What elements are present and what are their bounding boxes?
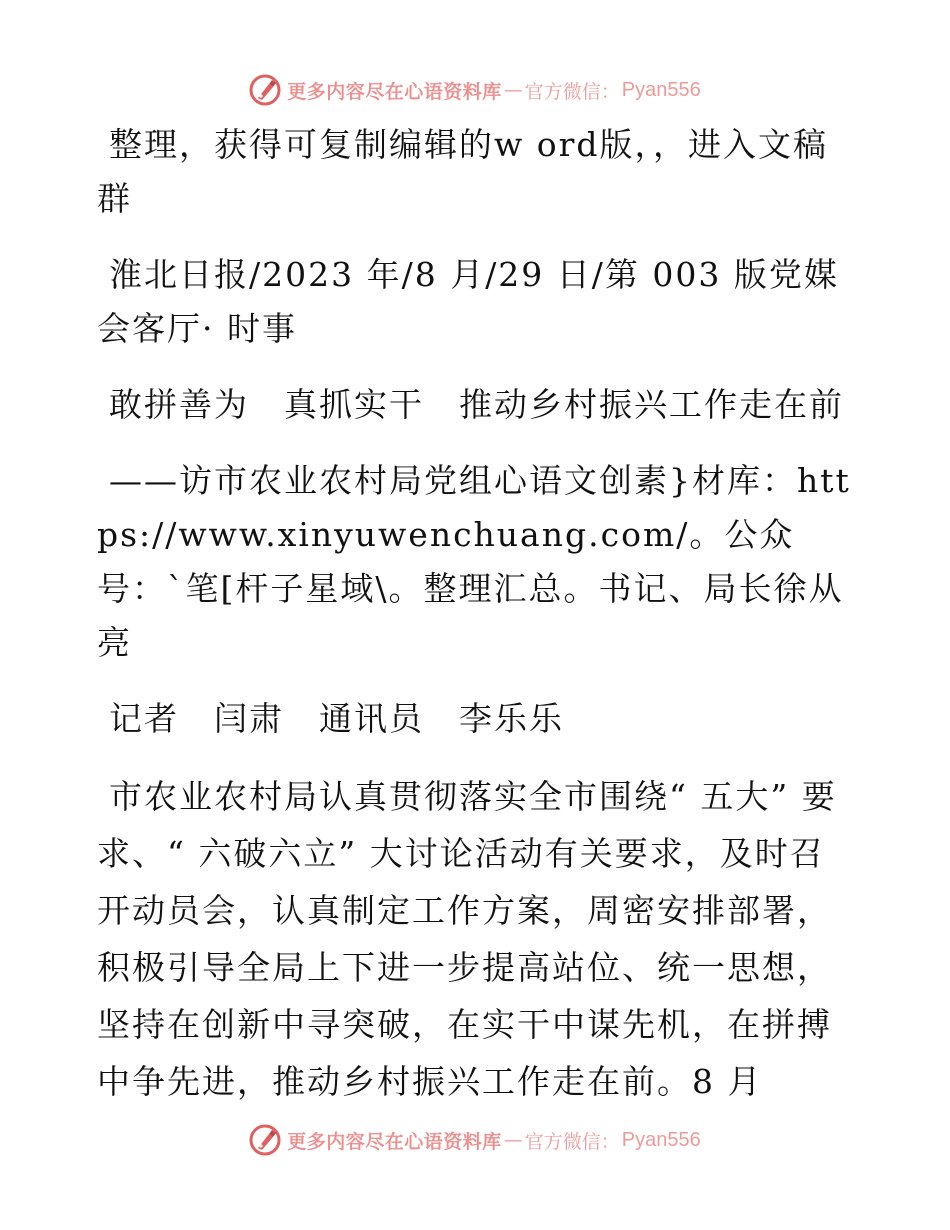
bottom-watermark-banner <box>0 1120 950 1160</box>
article-subtitle: ——访市农业农村局党组心语文创素}材库：https://www.xinyuwenchuang.com/。公众号：`笔[杆子星域\。整理汇总。书记、局长徐从亮 <box>97 461 851 662</box>
watermark-wechat-label: 官方微信： <box>524 1130 620 1153</box>
watermark-site-text: 更多内容尽在心语资料库 <box>287 1130 502 1153</box>
watermark-site-text: 更多内容尽在心语资料库 <box>287 80 502 103</box>
pen-nib-icon <box>249 74 281 106</box>
watermark-dash: — <box>503 79 523 101</box>
source-line: 淮北日报/2023 年/8 月/29 日/第 003 版党媒会客厅· 时事 <box>97 255 839 348</box>
intro-line: 整理，获得可复制编辑的w ord版，，进入文稿群 <box>97 125 829 218</box>
watermark-wechat-id: Pyan556 <box>621 1128 701 1151</box>
watermark-wechat-id: Pyan556 <box>621 78 701 101</box>
pen-nib-icon <box>249 1124 281 1156</box>
top-watermark-banner <box>0 70 950 110</box>
body-paragraph: 市农业农村局认真贯彻落实全市围绕“ 五大” 要求、“ 六破六立” 大讨论活动有关要求，及时召开动员会，认真制定工作方案，周密安排部署，积极引导全局上下进一步提高站位、统一思想，坚持在创新中寻突破，在实干中谋先机，在拼搏中争先进，推动乡村振兴工作走在前。8 月 <box>97 777 837 1101</box>
article-title: 敢拼善为 真抓实干 推动乡村振兴工作走在前 <box>109 385 844 424</box>
watermark-wechat-label: 官方微信： <box>524 80 620 103</box>
byline: 记者 闫肃 通讯员 李乐乐 <box>109 699 564 738</box>
watermark-dash: — <box>503 1129 523 1151</box>
document-body <box>97 118 857 1132</box>
